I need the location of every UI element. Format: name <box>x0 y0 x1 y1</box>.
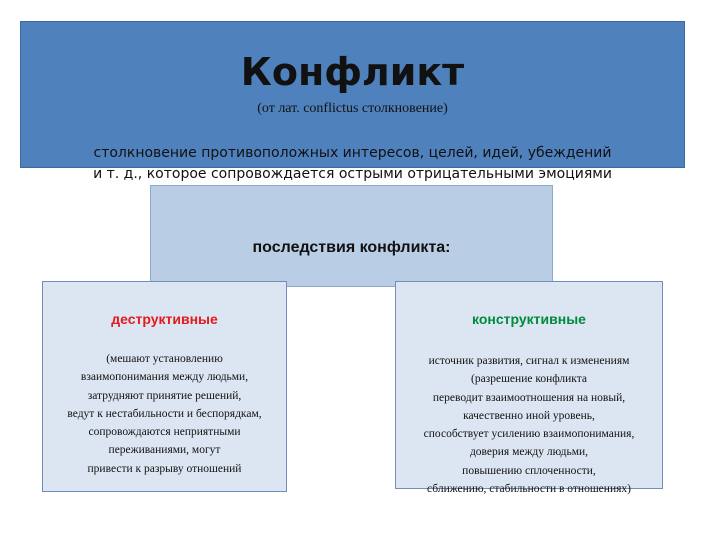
constructive-line: способствует усилению взаимопонимания, <box>423 428 635 441</box>
destructive-line: взаимопонимания между людьми, <box>80 371 249 384</box>
destructive-title: деструктивные <box>111 311 218 327</box>
constructive-box <box>395 281 663 496</box>
constructive-line: переводит взаимоотношения на новый, <box>432 391 626 404</box>
constructive-title: конструктивные <box>472 311 586 327</box>
conflict-definition-box <box>20 21 685 182</box>
destructive-line: ведут к нестабильности и беспорядкам, <box>67 407 262 420</box>
conflict-definition <box>21 143 684 185</box>
constructive-line: качественно иной уровень, <box>463 409 595 422</box>
destructive-line: сопровождаются неприятными <box>88 426 241 439</box>
constructive-line: (разрешение конфликта <box>471 373 587 386</box>
constructive-line: сближению, стабильности в отношениях) <box>427 483 631 496</box>
constructive-description <box>396 352 662 498</box>
destructive-line: привести к разрыву отношений <box>87 462 242 475</box>
definition-line: и т. д., которое сопровождается острыми отрицательными эмоциями <box>93 166 612 182</box>
page-title: Конфликт <box>240 50 465 94</box>
constructive-line: источник развития, сигнал к изменениям <box>428 355 630 367</box>
destructive-box <box>42 281 287 492</box>
destructive-description <box>43 350 286 478</box>
destructive-line: затрудняют принятие решений, <box>87 389 242 402</box>
constructive-line: повышению сплоченности, <box>462 464 596 477</box>
consequences-label: последствия конфликта: <box>252 239 451 256</box>
constructive-line: доверия между людьми, <box>469 446 589 459</box>
title-etymology: (от лат. conflictus столкновение) <box>257 101 448 116</box>
consequences-box <box>150 185 553 287</box>
definition-line: столкновение противоположных интересов, целей, идей, убеждений <box>93 145 612 161</box>
destructive-line: переживаниями, могут <box>108 444 221 457</box>
destructive-line: (мешают установлению <box>106 353 223 365</box>
